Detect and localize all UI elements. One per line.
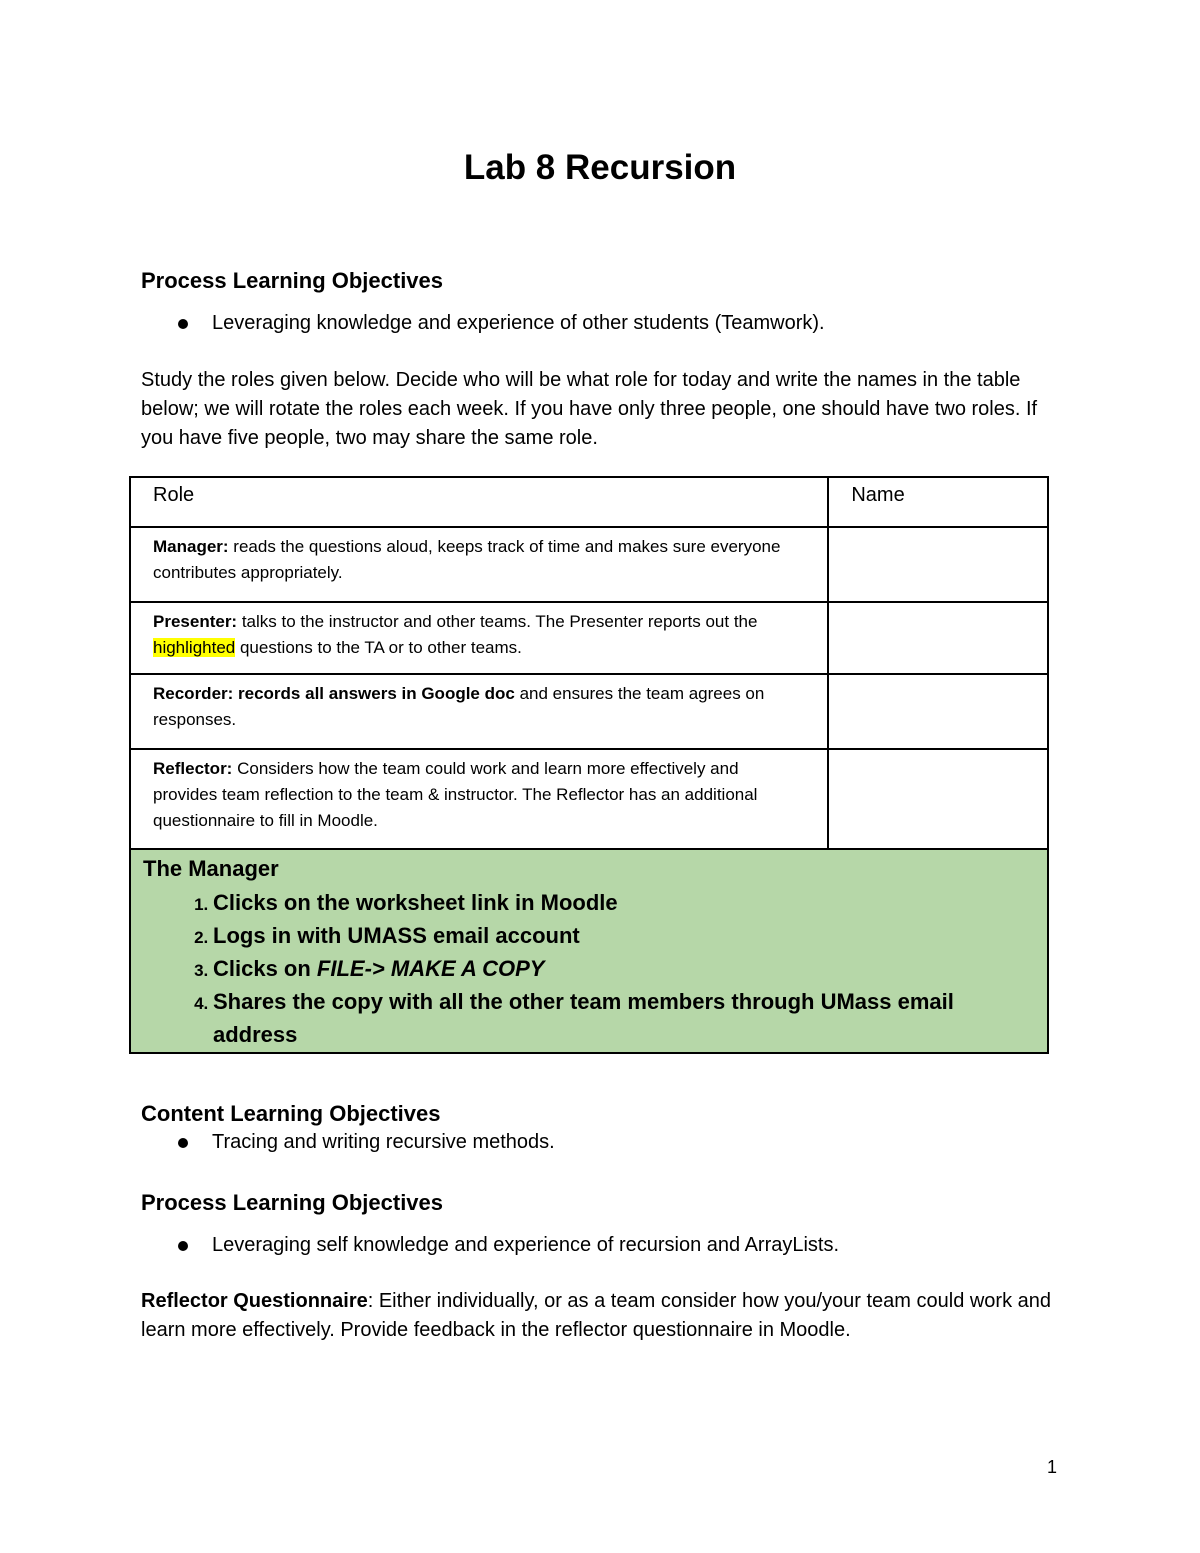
- bullet-text: Leveraging self knowledge and experience of recursion and ArrayLists.: [212, 1234, 840, 1256]
- list-item: 1. Clicks on the worksheet link in Moodle: [213, 886, 1007, 919]
- table-row-recorder: [130, 674, 1048, 749]
- bullet-icon: [178, 319, 188, 329]
- list-item: 4. Shares the copy with all the other team members through UMass email address: [213, 985, 1007, 1051]
- manager-text: reads the questions aloud, keeps track of time and makes sure everyone contributes appropriately.: [153, 537, 781, 582]
- manager-role-description: [131, 528, 827, 586]
- reflector-label: Reflector:: [153, 759, 233, 778]
- manager-box-title: The Manager: [143, 856, 279, 881]
- presenter-label: Presenter:: [153, 612, 238, 631]
- highlighted-word: highlighted: [153, 638, 236, 657]
- role-column-header: Role: [153, 484, 195, 506]
- content-objectives-heading: Content Learning Objectives: [141, 1101, 441, 1126]
- page-title: Lab 8 Recursion: [463, 148, 737, 187]
- bullet-text: Tracing and writing recursive methods.: [212, 1131, 555, 1153]
- step3-text: Clicks on: [213, 956, 317, 981]
- presenter-text-b: questions to the TA or to other teams.: [235, 638, 522, 657]
- reflector-questionnaire-label: Reflector Questionnaire: [141, 1290, 368, 1312]
- name-column-header: Name: [851, 484, 905, 506]
- reflector-questionnaire-text: : Either individually, or as a team consider how you/your team could work and learn more effectively. Provide feedback in the reflector questionnaire in Moodle.: [141, 1290, 1052, 1341]
- recorder-role-description: [131, 675, 827, 733]
- bullet-icon: [178, 1241, 188, 1251]
- reflector-questionnaire-paragraph: [141, 1287, 1071, 1345]
- table-row-presenter: [130, 602, 1048, 674]
- manager-steps-list: [131, 886, 1047, 1051]
- page-number: 1: [1046, 1457, 1057, 1477]
- presenter-name-cell[interactable]: [828, 602, 1048, 674]
- process-objectives-bullet: [178, 312, 825, 335]
- reflector-text: Considers how the team could work and learn more effectively and provides team reflection to the team & instructor. The Reflector has an additional questionnaire to fill in Moodle.: [153, 759, 758, 830]
- process-objectives-heading: Process Learning Objectives: [141, 268, 444, 293]
- list-item: [213, 952, 1007, 985]
- recorder-label: Recorder: records all answers in Google doc: [153, 684, 515, 703]
- reflector-name-cell[interactable]: [828, 749, 1048, 849]
- table-row-manager: [130, 527, 1048, 602]
- table-row-reflector: [130, 749, 1048, 849]
- roles-table: [129, 476, 1049, 1054]
- recorder-name-cell[interactable]: [828, 674, 1048, 749]
- bullet-icon: [178, 1138, 188, 1148]
- manager-instructions-row: [130, 849, 1048, 1053]
- manager-instructions-box: [130, 849, 1048, 1053]
- list-item: 2. Logs in with UMASS email account: [213, 919, 1007, 952]
- process-objectives-bullet-2: [178, 1234, 839, 1257]
- step3-menu-path: FILE-> MAKE A COPY: [316, 956, 545, 981]
- study-paragraph: Study the roles given below. Decide who will be what role for today and write the names in the table below; we will rotate the roles each week. If you have only three people, one should have two roles. If you have five people, two may share the same role.: [141, 369, 1038, 449]
- recorder-text: and ensures the team agrees on responses.: [153, 684, 765, 729]
- bullet-text: Leveraging knowledge and experience of other students (Teamwork).: [212, 312, 825, 334]
- manager-label: Manager:: [153, 537, 229, 556]
- process-objectives-heading-2: Process Learning Objectives: [141, 1190, 444, 1215]
- manager-name-cell[interactable]: [828, 527, 1048, 602]
- presenter-text-a: talks to the instructor and other teams. The Presenter reports out the: [237, 612, 758, 631]
- content-objectives-bullet: [178, 1131, 555, 1154]
- table-header-row: [130, 477, 1048, 527]
- presenter-role-description: [131, 603, 827, 661]
- reflector-role-description: [131, 750, 827, 834]
